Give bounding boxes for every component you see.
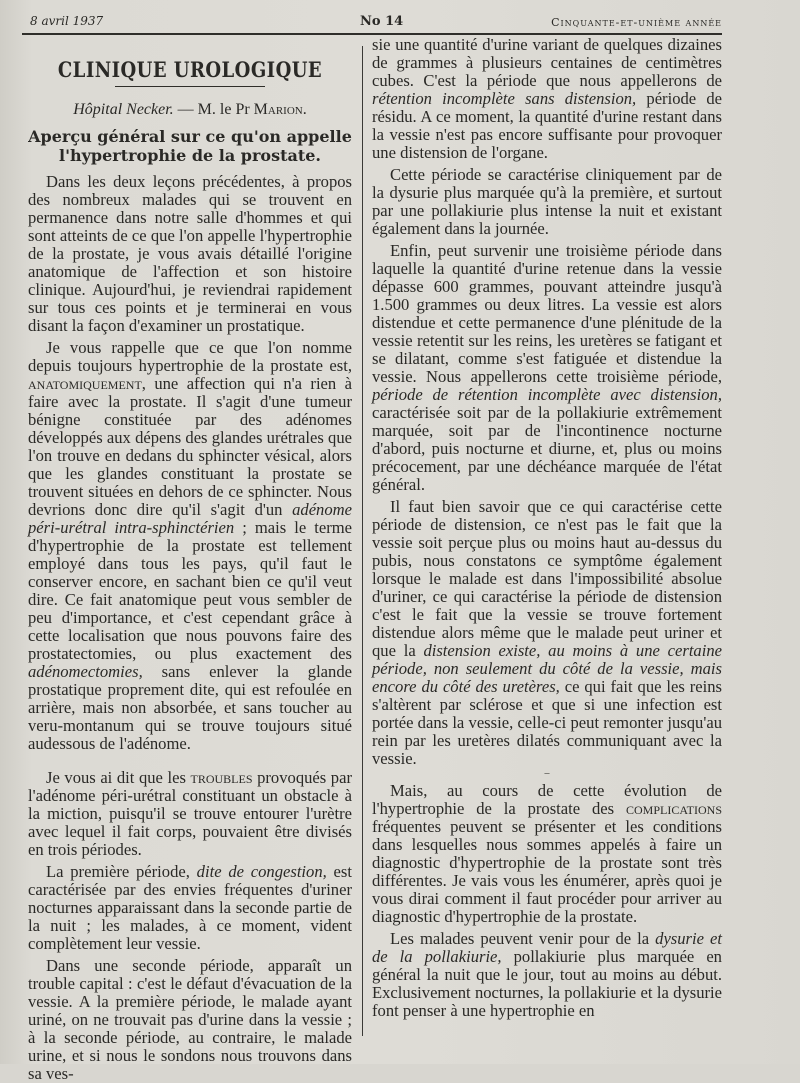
section-dash: – bbox=[544, 768, 550, 779]
paragraph: Je vous ai dit que les troubles provoqués par l'adénome péri-urétral constituant un obstacle à la miction, puisqu'il se trouve entourer l'urètre avec lequel il fait corps, pouvaient être divisés en trois périodes. bbox=[28, 768, 352, 859]
volume-year: Cinquante-et-unième année bbox=[551, 16, 722, 29]
paragraph: Je vous rappelle que ce que l'on nomme depuis toujours hypertrophie de la prostate est, anatomiquement, une affection qui n'a rien à faire avec la prostate. Il s'agit d'une tumeur bénigne constituée par des adénomes développés aux dépens des glandes urétrales que l'on trouve en dedans du sphincter vésical, alors que les glandes constituant la prostate se trouvent situées en dehors de ce sphincter. Nous devrions donc dire qu'il s'agit d'un adénome péri-urétral intra-sphinctérien ; mais le terme d'hypertrophie de la prostate est tellement employé dans tous les pays, qu'il faut le conserver encore, en sachant bien ce qu'il veut dire. Ce fait anatomique peut vous sembler de peu d'importance, et c'est cependant grâce à cette localisation que nous pouvons faire des prostatectomies, ou plus exactement des adénomectomies, sans enlever la glande prostatique proprement dite, qui est refoulée en arrière, mais non absorbée, et sans toucher au veru-montanum qui se trouve toujours situé audessous de l'adénome. bbox=[28, 338, 352, 753]
issue-number: No 14 bbox=[360, 14, 404, 29]
paragraph: Enfin, peut survenir une troisième période dans laquelle la quantité d'urine retenue dans la vessie dépasse 600 grammes, pouvant atteindre jusqu'à 1.500 grammes ou deux litres. La vessie est alors distendue et cette permanence d'une plénitude de la vessie retentit sur les reins, les uretères se fatigant et se dilatant, comme s'est fatiguée et distendue la vessie. Nous appellerons cette troisième période, période de rétention incomplète avec distension, caractérisée soit par de la pollakiurie extrêmement marquée, soit par de l'incontinence nocturne d'abord, puis nocturne et diurne, et, plus ou moins précocement, par une déchéance marquée de l'état général. bbox=[372, 241, 722, 494]
hospital-line bbox=[28, 101, 352, 119]
paragraph: La première période, dite de congestion, est caractérisée par des envies fréquentes d'uriner nocturnes apparaissant dans la seconde partie de la nuit ; les malades, à ce moment, vident complètement leur vessie. bbox=[28, 862, 352, 953]
paragraph: Dans une seconde période, apparaît un trouble capital : c'est le défaut d'évacuation de la vessie. A la première période, le malade ayant uriné, on ne trouvait pas d'urine dans la vessie ; à la seconde période, au contraire, le malade urine, et si nous le sondons nous trouvons dans sa ves- bbox=[28, 956, 352, 1083]
paragraph: sie une quantité d'urine variant de quelques dizaines de grammes à plusieurs centaines de centimètres cubes. C'est la période que nous appellerons de rétention incomplète sans distension, période de résidu. A ce moment, la quantité d'urine restant dans la vessie n'est pas encore suffisante pour provoquer une distension de l'organe. bbox=[372, 35, 722, 162]
paragraph: Cette période se caractérise cliniquement par de la dysurie plus marquée qu'à la première, et surtout par une pollakiurie plus intense la nuit et existant également dans la journée. bbox=[372, 165, 722, 238]
left-column bbox=[28, 52, 352, 1083]
paragraph: Dans les deux leçons précédentes, à propos des nombreux malades qui se trouvent en permanence dans notre salle d'hommes et qui sont atteints de ce que l'on appelle l'hypertrophie de la prostate, je vous avais détaillé l'origine anatomique de l'affection et son histoire clinique. Aujourd'hui, je reviendrai rapidement sur tous ces points et je terminerai en vous disant la façon d'examiner un prostatique. bbox=[28, 172, 352, 335]
issue-date: 8 avril 1937 bbox=[30, 14, 104, 28]
hospital-name: Hôpital Necker. bbox=[73, 101, 174, 118]
article-title: CLINIQUE UROLOGIQUE bbox=[57, 57, 323, 82]
right-column bbox=[372, 36, 722, 1020]
paragraph: Les malades peuvent venir pour de la dysurie et de la pollakiurie, pollakiurie plus marquée en général la nuit que le jour, tout au moins au début. Exclusivement nocturnes, la pollakiurie et la dysurie font penser à une hypertrophie en bbox=[372, 929, 722, 1020]
paragraph: Mais, au cours de cette évolution de l'hypertrophie de la prostate des complications fréquentes peuvent se présenter et les conditions dans lesquelles nous sommes appelés à faire un diagnostic d'hypertrophie de la prostate sont très différentes. Je vais vous les énumérer, après quoi je vous dirai comment il faut procéder pour arriver au diagnostic d'hypertrophie de la prostate. bbox=[372, 781, 722, 926]
article-subtitle: Aperçu général sur ce qu'on appelle l'hypertrophie de la prostate. bbox=[28, 127, 352, 165]
title-rule bbox=[115, 86, 265, 87]
hospital-sep: — M. le Pr bbox=[173, 101, 254, 118]
page-header bbox=[22, 10, 722, 32]
column-divider bbox=[362, 46, 363, 1036]
paragraph: Il faut bien savoir que ce qui caractérise cette période de distension, ce n'est pas le fait que la vessie soit perçue plus ou moins haut au-dessus du pubis, nous constatons ce symptôme également lorsque le malade est dans l'impossibilité absolue d'uriner, ce qui caractérise la période de distension c'est le fait que la vessie se trouve fortement distendue alors même que le malade peut uriner et que la distension existe, au moins à une certaine période, non seulement du côté de la vessie, mais encore du côté des uretères, ce qui fait que les reins s'altèrent par sclérose et que si une infection est portée dans la vessie, celle-ci peut remonter jusqu'au rein par les uretères dilatés communiquant avec la vessie. bbox=[372, 497, 722, 768]
professor-name: Marion. bbox=[253, 101, 307, 118]
